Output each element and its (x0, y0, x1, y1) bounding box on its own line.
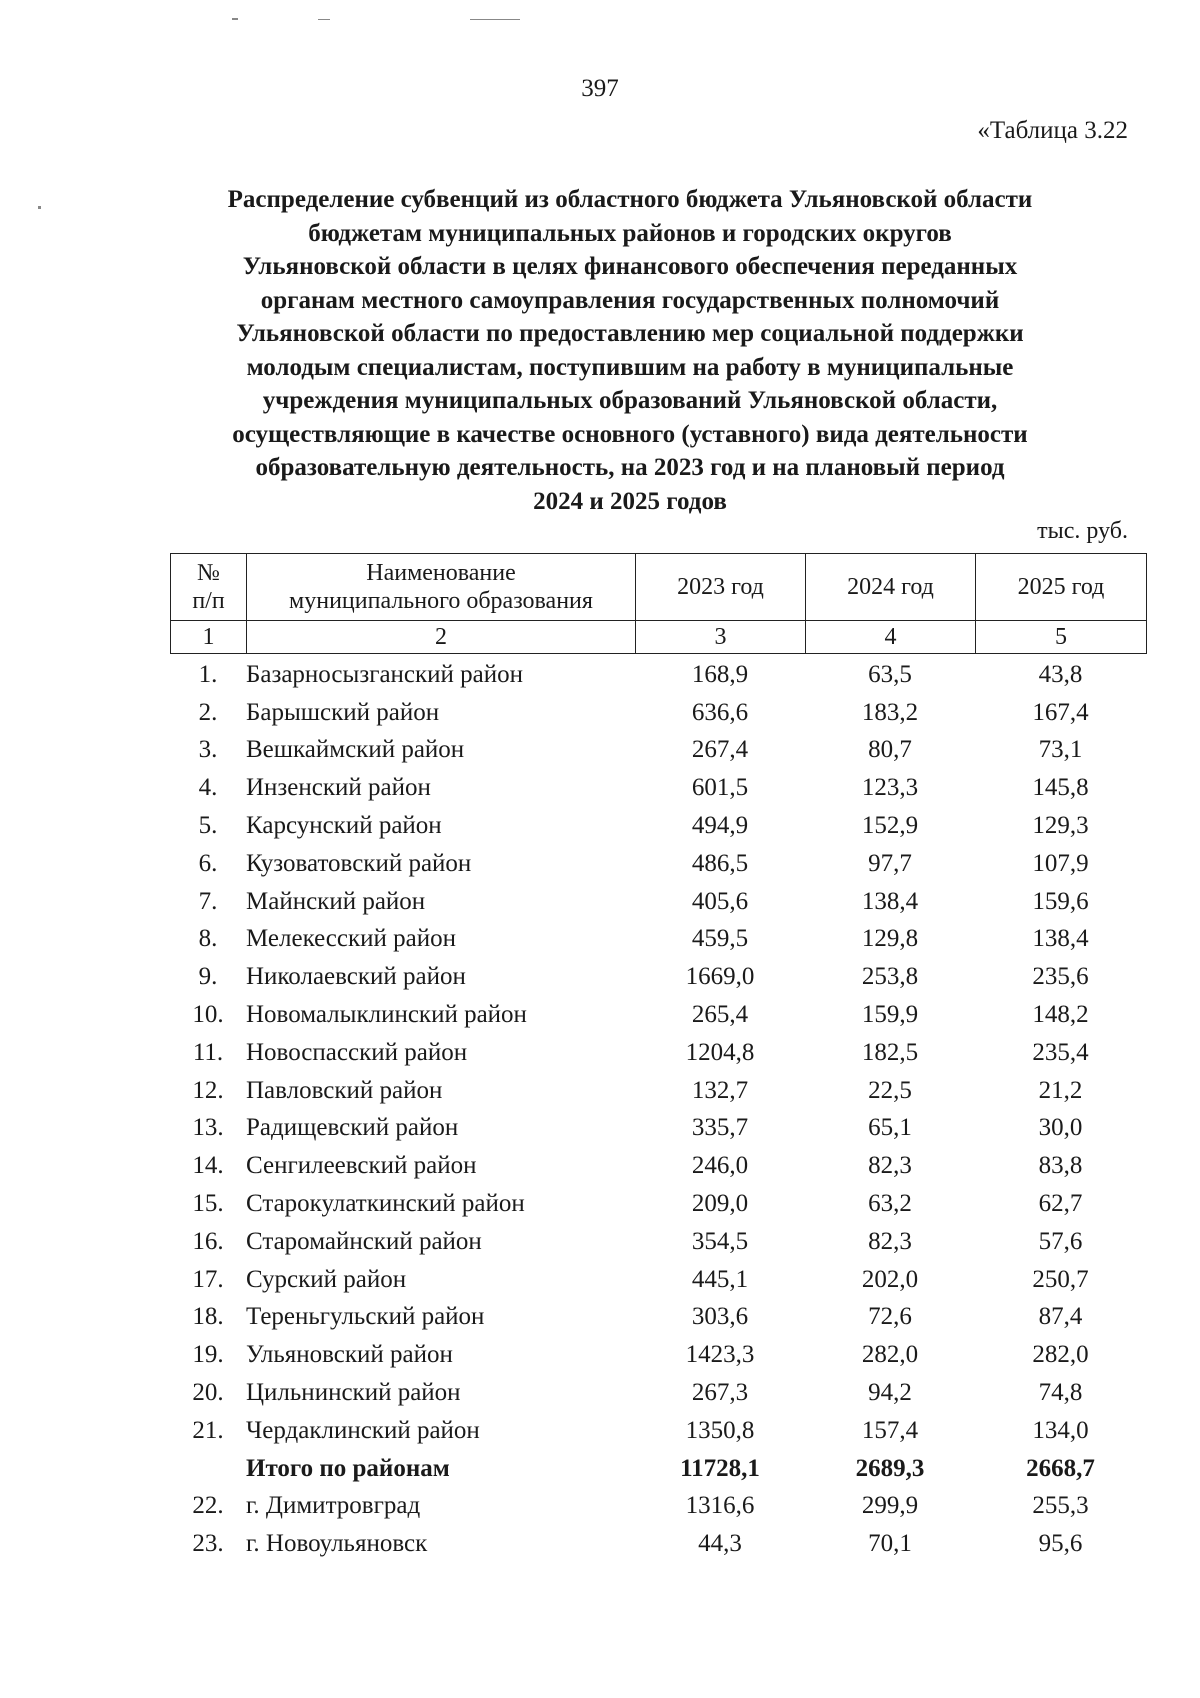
row-number: 18. (192, 1303, 224, 1331)
row-value-2025: 282,0 (1032, 1341, 1089, 1369)
row-name: Радищевский район (246, 1114, 459, 1142)
row-value-2023: 11728,1 (680, 1454, 760, 1482)
row-value-2025: 87,4 (1038, 1303, 1083, 1331)
row-value-2024: 282,0 (861, 1341, 919, 1369)
row-name: Итого по районам (246, 1454, 450, 1482)
row-value-2025: 2668,7 (1026, 1454, 1095, 1482)
table-row (170, 1110, 1146, 1148)
row-value-2023: 601,5 (691, 774, 749, 802)
row-name: г. Димитровград (246, 1492, 421, 1520)
row-number: 3. (198, 736, 218, 764)
row-value-2025: 138,4 (1032, 925, 1089, 953)
row-value-2024: 82,3 (868, 1227, 912, 1255)
row-value-2025: 145,8 (1032, 774, 1089, 802)
row-number (170, 1450, 246, 1488)
row-number: 12. (192, 1076, 224, 1104)
row-value-2024: 2689,3 (855, 1454, 925, 1482)
table-row (170, 1525, 1146, 1563)
row-value-2023: 1350,8 (685, 1416, 755, 1444)
row-value-2024: 299,9 (861, 1492, 919, 1520)
title-line: учреждения муниципальных образований Ульяновской области, (262, 387, 998, 414)
row-value-2025: 73,1 (1038, 736, 1083, 764)
row-value-2024: 138,4 (861, 887, 919, 915)
row-value-2024: 253,8 (861, 963, 919, 991)
row-name: Павловский район (246, 1076, 443, 1104)
row-value-2025: 159,6 (1032, 887, 1089, 915)
table-row (170, 1261, 1146, 1299)
row-value-2023: 1423,3 (685, 1341, 755, 1369)
row-name: Барышский район (246, 698, 440, 726)
table-header (170, 553, 1147, 654)
row-value-2023: 636,6 (691, 698, 749, 726)
row-value-2025: 74,8 (1038, 1379, 1083, 1407)
row-value-2025: 235,6 (1032, 963, 1089, 991)
row-value-2025: 134,0 (1032, 1416, 1089, 1444)
row-name: Вешкаймский район (246, 736, 465, 764)
table-row (170, 1185, 1146, 1223)
row-value-2025: 148,2 (1032, 1001, 1089, 1029)
page-number: 397 (581, 75, 619, 102)
row-name: Инзенский район (246, 774, 431, 802)
table-row (170, 1223, 1146, 1261)
row-value-2025: 62,7 (1038, 1190, 1083, 1218)
row-name: Ульяновский район (246, 1341, 453, 1369)
row-value-2023: 246,0 (691, 1152, 749, 1180)
row-value-2023: 303,6 (691, 1303, 749, 1331)
row-value-2024: 157,4 (861, 1416, 919, 1444)
row-name: г. Новоульяновск (246, 1530, 428, 1558)
row-value-2025: 95,6 (1038, 1530, 1083, 1558)
row-name: Старомайнский район (246, 1227, 482, 1255)
table-row (170, 996, 1146, 1034)
table-row (170, 1034, 1146, 1072)
row-number: 2. (198, 698, 218, 726)
row-number: 14. (192, 1152, 224, 1180)
row-name: Николаевский район (246, 963, 466, 991)
header-2025: 2025 год (976, 554, 1147, 621)
row-number: 20. (192, 1379, 224, 1407)
row-value-2024: 159,9 (861, 1001, 919, 1029)
table-row (170, 1374, 1146, 1412)
table-title (150, 183, 1110, 518)
row-value-2025: 167,4 (1032, 698, 1089, 726)
row-name: Новомалыклинский район (246, 1001, 527, 1029)
table-row (170, 845, 1146, 883)
row-value-2024: 202,0 (861, 1265, 919, 1293)
row-value-2025: 250,7 (1032, 1265, 1089, 1293)
row-value-2023: 267,3 (691, 1379, 749, 1407)
units-label: тыс. руб. (1037, 518, 1128, 544)
row-value-2025: 235,4 (1032, 1038, 1089, 1066)
row-number: 22. (192, 1492, 224, 1520)
row-name: Мелекесский район (246, 925, 457, 953)
row-value-2023: 132,7 (691, 1076, 749, 1104)
row-value-2023: 168,9 (691, 660, 749, 688)
row-value-2025: 255,3 (1032, 1492, 1089, 1520)
row-name: Карсунский район (246, 812, 442, 840)
table-row (170, 694, 1146, 732)
row-name: Базарносызганский район (246, 660, 524, 688)
row-number: 10. (192, 1001, 224, 1029)
row-value-2025: 107,9 (1032, 849, 1089, 877)
header-2024: 2024 год (806, 554, 976, 621)
row-value-2024: 72,6 (868, 1303, 912, 1331)
header-num: № п/п (171, 554, 247, 621)
row-value-2024: 183,2 (861, 698, 919, 726)
row-value-2023: 459,5 (691, 925, 749, 953)
title-line: образовательную деятельность, на 2023 год и на плановый период (255, 454, 1005, 481)
table-row (170, 1412, 1146, 1450)
row-number: 8. (198, 925, 218, 953)
row-value-2024: 129,8 (861, 925, 919, 953)
row-value-2025: 57,6 (1038, 1227, 1083, 1255)
row-value-2023: 1204,8 (685, 1038, 755, 1066)
row-value-2023: 486,5 (691, 849, 749, 877)
row-name: Тереньгульский район (246, 1303, 485, 1331)
col-number: 3 (636, 621, 806, 654)
title-line: бюджетам муниципальных районов и городских округов (308, 219, 952, 247)
row-value-2023: 405,6 (691, 887, 749, 915)
data-table (170, 656, 1146, 1563)
table-row (170, 1488, 1146, 1526)
title-line: 2024 и 2025 годов (533, 487, 727, 515)
row-number: 9. (198, 963, 218, 991)
row-name: Чердаклинский район (246, 1416, 480, 1444)
table-row (170, 883, 1146, 921)
title-line: Ульяновской области в целях финансового обеспечения переданных (242, 253, 1018, 280)
row-value-2024: 182,5 (861, 1038, 919, 1066)
row-name: Майнский район (246, 887, 426, 915)
row-value-2024: 123,3 (861, 774, 919, 802)
row-value-2025: 30,0 (1038, 1114, 1083, 1142)
row-name: Новоспасский район (246, 1038, 468, 1066)
row-number: 7. (198, 887, 218, 915)
row-number: 23. (192, 1530, 224, 1558)
row-value-2025: 129,3 (1032, 812, 1089, 840)
row-value-2023: 1316,6 (685, 1492, 755, 1520)
row-value-2023: 354,5 (691, 1227, 749, 1255)
row-name: Сенгилеевский район (246, 1152, 477, 1180)
scan-speck (470, 19, 520, 20)
table-row (170, 732, 1146, 770)
row-number: 5. (198, 812, 218, 840)
row-value-2024: 63,5 (868, 660, 912, 688)
title-line: молодым специалистам, поступившим на работу в муниципальные (246, 353, 1014, 381)
row-name: Сурский район (246, 1265, 407, 1293)
table-row (170, 1299, 1146, 1337)
row-value-2023: 265,4 (691, 1001, 749, 1029)
row-value-2024: 80,7 (868, 736, 912, 764)
title-line: Ульяновской области по предоставлению мер социальной поддержки (236, 320, 1024, 347)
table-row (170, 656, 1146, 694)
row-value-2024: 94,2 (868, 1379, 912, 1407)
row-number: 21. (192, 1416, 224, 1444)
total-row (170, 1450, 1146, 1488)
row-value-2025: 43,8 (1038, 660, 1083, 688)
title-line: Распределение субвенций из областного бюджета Ульяновской области (227, 186, 1033, 213)
table-row (170, 769, 1146, 807)
scan-speck (38, 206, 41, 209)
title-line: осуществляющие в качестве основного (уставного) вида деятельности (232, 420, 1028, 448)
table-row (170, 958, 1146, 996)
row-name: Кузоватовский район (246, 849, 472, 877)
col-number: 4 (806, 621, 976, 654)
col-number: 2 (247, 621, 636, 654)
table-row (170, 807, 1146, 845)
row-value-2023: 267,4 (691, 736, 749, 764)
row-number: 15. (192, 1190, 224, 1218)
scan-speck (318, 19, 330, 20)
row-value-2024: 70,1 (868, 1530, 912, 1558)
col-number: 5 (976, 621, 1147, 654)
row-value-2024: 152,9 (861, 812, 919, 840)
row-name: Цильнинский район (246, 1379, 461, 1407)
header-2023: 2023 год (636, 554, 806, 621)
row-number: 11. (192, 1038, 224, 1066)
header-name: Наименование муниципального образования (247, 554, 636, 621)
scan-speck (232, 18, 238, 20)
row-number: 4. (198, 774, 218, 802)
row-number: 16. (192, 1227, 224, 1255)
row-number: 13. (192, 1114, 224, 1142)
row-value-2025: 21,2 (1038, 1076, 1083, 1104)
row-number: 19. (192, 1341, 224, 1369)
table-row (170, 1147, 1146, 1185)
row-number: 6. (198, 849, 218, 877)
row-value-2023: 44,3 (698, 1530, 742, 1558)
col-number: 1 (171, 621, 247, 654)
row-value-2023: 209,0 (691, 1190, 749, 1218)
row-value-2024: 65,1 (868, 1114, 912, 1142)
table-row (170, 921, 1146, 959)
row-value-2023: 445,1 (691, 1265, 749, 1293)
table-row (170, 1336, 1146, 1374)
row-number: 1. (198, 660, 218, 688)
row-name: Старокулаткинский район (246, 1190, 525, 1218)
row-value-2024: 97,7 (868, 849, 912, 877)
row-number: 17. (192, 1265, 224, 1293)
row-value-2023: 1669,0 (685, 963, 755, 991)
table-row (170, 1072, 1146, 1110)
table-reference: «Таблица 3.22 (977, 117, 1128, 144)
row-value-2025: 83,8 (1038, 1152, 1083, 1180)
row-value-2023: 335,7 (691, 1114, 749, 1142)
row-value-2024: 63,2 (868, 1190, 912, 1218)
row-value-2023: 494,9 (691, 812, 749, 840)
row-value-2024: 22,5 (868, 1076, 912, 1104)
row-value-2024: 82,3 (868, 1152, 912, 1180)
title-line: органам местного самоуправления государственных полномочий (260, 286, 1000, 314)
